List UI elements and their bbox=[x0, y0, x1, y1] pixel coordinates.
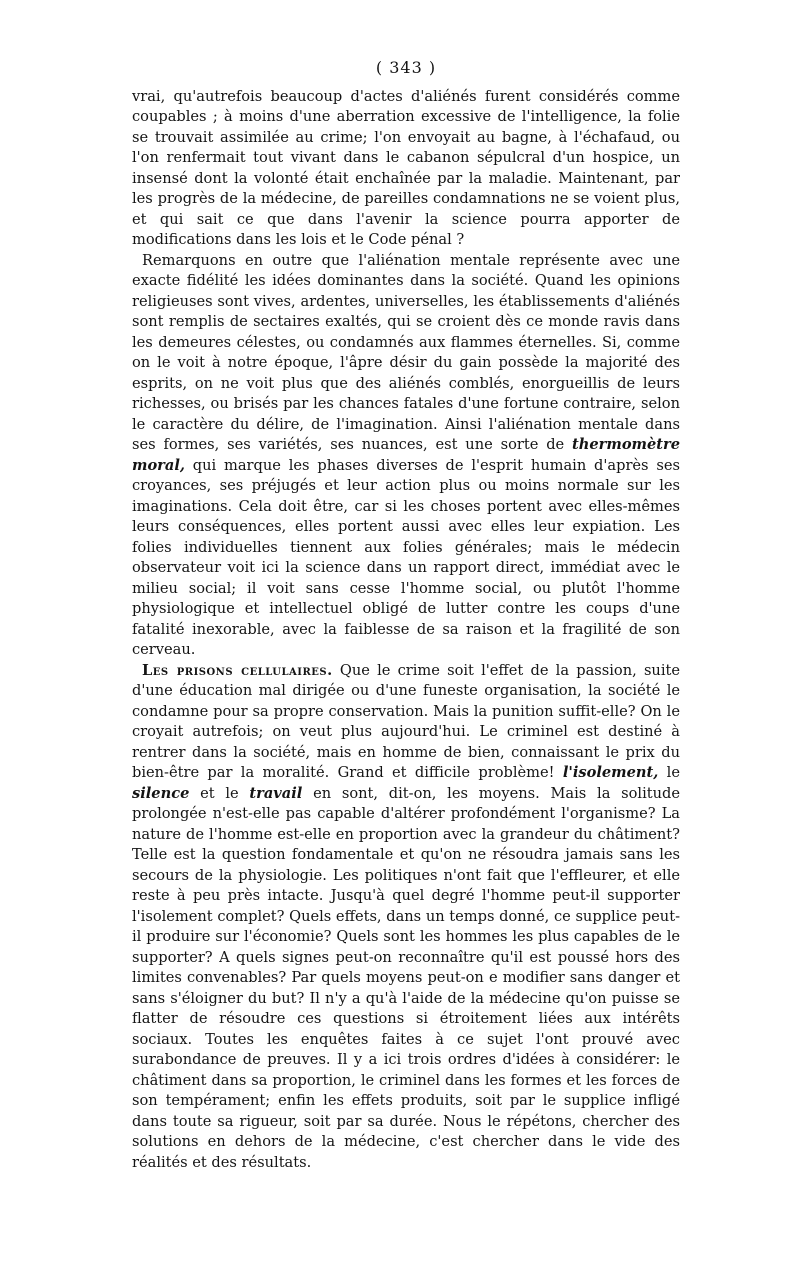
section-heading-prisons-cellulaires: Les prisons cellulaires. bbox=[142, 661, 333, 679]
paragraph-1-text: vrai, qu'autrefois beaucoup d'actes d'aliénés furent considérés comme coupables ; à moins d'une aberration excessive de l'intelligence, la folie se trouvait assimilée au crime; l'on envoyait au bagne, à l'échafaud, ou l'on renfermait tout vivant dans le cabanon sépulcral d'un hospice, un insensé dont la volonté était enchaînée par la maladie. Maintenant, par les progrès de la médecine, de pareilles condamnations ne se voient plus, et qui sait ce que dans l'avenir la science pourra apporter de modifications dans les lois et le Code pénal ? bbox=[132, 87, 680, 248]
paragraph-3-text-d: en sont, dit-on, les moyens. Mais la solitude prolongée n'est-elle pas capable d'altérer profondément l'organisme? La nature de l'homme est-elle en proportion avec la grandeur du châtiment? Telle est la question fondamentale et qu'on ne résoudra jamais sans les secours de la physiologie. Les politiques n'ont fait que l'effleurer, et elle reste à peu près intacte. Jusqu'à quel degré l'homme peut-il supporter l'isolement complet? Quels effets, dans un temps donné, ce supplice peut-il produire sur l'économie? Quels sont les hommes les plus capables de le supporter? A quels signes peut-on reconnaître qu'il est poussé hors des limites convenables? Par quels moyens peut-on e modifier sans danger et sans s'éloigner du but? Il n'y a qu'à l'aide de la médecine qu'on puisse se flatter de résoudre ces questions si étroitement liées aux intérêts sociaux. Toutes les enquêtes faites à ce sujet l'ont prouvé avec surabondance de preuves. Il y a ici trois ordres d'idées à considérer: le châtiment dans sa proportion, le criminel dans les formes et les forces de son tempérament; enfin les effets produits, soit par le supplice infligé dans toute sa rigueur, soit par sa durée. Nous le répétons, chercher des solutions en dehors de la médecine, c'est chercher dans le vide des réalités et des résultats. bbox=[132, 784, 680, 1171]
emphasis-silence: silence bbox=[132, 784, 190, 802]
paragraph-3-text-c: et le bbox=[189, 784, 250, 802]
paragraph-2 bbox=[132, 251, 680, 661]
paragraph-2-text-a: Remarquons en outre que l'aliénation mentale représente avec une exacte fidélité les idées dominantes dans la société. Quand les opinions religieuses sont vives, ardentes, universelles, les établissements d'aliénés sont remplis de sectaires exaltés, qui se croient dès ce monde ravis dans les demeures célestes, ou condamnés aux flammes éternelles. Si, comme on le voit à notre époque, l'âpre désir du gain possède la majorité des esprits, on ne voit plus que des aliénés comblés, enorgueillis de leurs richesses, ou brisés par les chances fatales d'une fortune contraire, selon le caractère du délire, de l'imagination. Ainsi l'aliénation mentale dans ses formes, ses variétés, ses nuances, est une sorte de bbox=[132, 251, 680, 453]
paragraph-2-text-b: qui marque les phases diverses de l'esprit humain d'après ses croyances, ses préjugés et leur action plus ou moins normale sur les imaginations. Cela doit être, car si les choses portent avec elles-mêmes leurs conséquences, elles portent aussi avec elles leur expiation. Les folies individuelles tiennent aux folies générales; mais le médecin observateur voit ici la science dans un rapport direct, immédiat avec le milieu social; il voit sans cesse l'homme social, ou plutôt l'homme physiologique et intellectuel obligé de lutter contre les coups d'une fatalité inexorable, avec la faiblesse de sa raison et la fragilité de son cerveau. bbox=[132, 456, 680, 658]
paragraph-3 bbox=[132, 661, 680, 1174]
page-body bbox=[132, 58, 680, 1173]
emphasis-isolement: l'isolement, bbox=[562, 764, 659, 781]
paragraph-1 bbox=[132, 87, 680, 251]
paragraph-3-text-a: Que le crime soit l'effet de la passion, suite d'une éducation mal dirigée ou d'une funeste organisation, la société le condamne pour sa propre conservation. Mais la punition suffit-elle? On le croyait autrefois; on veut plus aujourd'hui. Le criminel est destiné à rentrer dans la société, mais en homme de bien, connaissant le prix du bien-être par la moralité. Grand et difficile problème! bbox=[132, 661, 680, 781]
emphasis-travail: travail bbox=[249, 784, 303, 802]
paragraph-3-text-b: le bbox=[658, 764, 680, 781]
emphasis-thermometre-moral: thermomètre moral, bbox=[132, 436, 680, 474]
page-number: ( 343 ) bbox=[375, 58, 437, 77]
